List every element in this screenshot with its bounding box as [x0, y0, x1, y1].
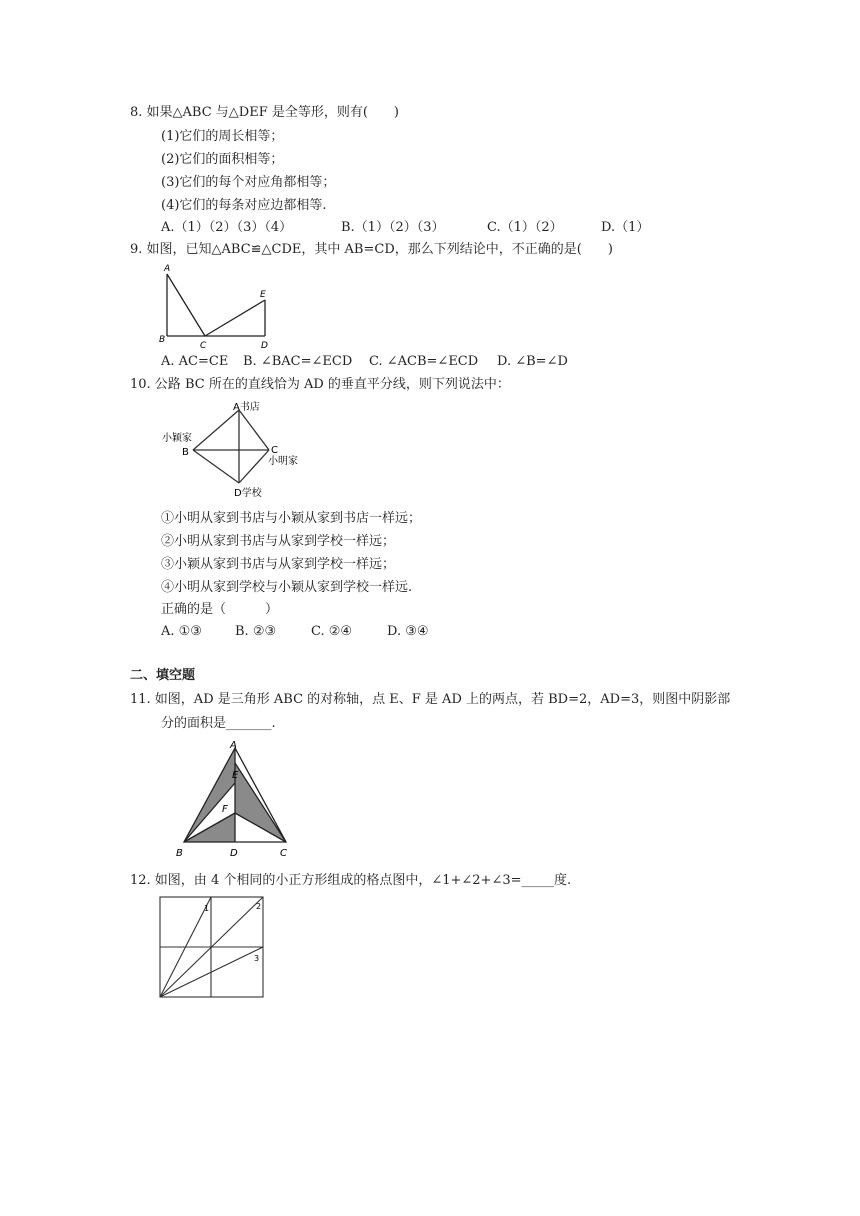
q10-figure [160, 397, 310, 501]
q8-option-d: D.（1） [601, 220, 650, 235]
q10-item-3: ③小颖从家到书店与从家到学校一样远； [161, 557, 396, 572]
q9-label-e: E [260, 290, 266, 300]
q10-item-4: ④小明从家到学校与小颖从家到学校一样远. [161, 580, 413, 595]
q11-label-c: C [280, 848, 287, 859]
q12-angle-3: 3 [254, 954, 260, 963]
q11-figure [170, 738, 300, 860]
q8-item-1: (1)它们的周长相等； [161, 129, 284, 144]
q10-stem: 10. 公路 BC 所在的直线恰为 AD 的垂直平分线，则下列说法中： [130, 377, 510, 392]
q10-figure-lines [193, 410, 269, 483]
q10-options [161, 623, 429, 641]
q8-option-c: C.（1）（2） [487, 220, 563, 235]
q11-stem-line2: 分的面积是_______. [161, 716, 276, 731]
q10-item-2: ②小明从家到书店与从家到学校一样远； [161, 534, 396, 549]
q10-label-c: C [271, 445, 278, 456]
q9-label-d: D [261, 341, 268, 351]
q10-option-d: D. ③④ [387, 624, 429, 639]
q9-figure [150, 260, 280, 352]
q12-angle-1: 1 [204, 904, 210, 913]
q10-label-a: A书店 [233, 402, 260, 413]
q9-options [161, 353, 568, 371]
q11-label-f: F [222, 804, 228, 815]
q9-label-a: A [164, 264, 171, 274]
q9-label-b: B [159, 335, 166, 345]
q10-label-c-name: 小明家 [268, 456, 298, 467]
q11-label-e: E [232, 770, 239, 781]
q10-option-c: C. ②④ [311, 624, 353, 639]
q9-stem: 9. 如图，已知△ABC≌△CDE，其中 AB=CD，那么下列结论中，不正确的是( ) [130, 242, 613, 257]
q8-option-a: A.（1）（2）（3）（4） [161, 220, 293, 235]
q9-option-d: D. ∠B=∠D [497, 354, 568, 369]
q12-figure [155, 895, 270, 1001]
q8-stem: 8. 如果△ABC 与△DEF 是全等形，则有( ) [130, 105, 400, 120]
q10-answer-prompt: 正确的是（ ） [161, 602, 279, 617]
q11-stem-line1: 11. 如图，AD 是三角形 ABC 的对称轴，点 E、F 是 AD 上的两点，若 BD=2，AD=3，则图中阴影部 [130, 692, 731, 707]
q11-label-a: A [230, 740, 237, 751]
q9-option-a: A. AC=CE [161, 354, 229, 369]
q8-item-4: (4)它们的每条对应边都相等. [161, 198, 327, 213]
q11-label-d: D [230, 848, 238, 859]
q11-label-b: B [176, 848, 183, 859]
q9-option-b: B. ∠BAC=∠ECD [243, 354, 353, 369]
q8-options [161, 219, 649, 237]
q8-item-2: (2)它们的面积相等； [161, 152, 284, 167]
q10-label-b: B [182, 447, 189, 458]
q10-label-b-name: 小颖家 [162, 433, 192, 444]
q12-stem: 12. 如图，由 4 个相同的小正方形组成的格点图中，∠1+∠2+∠3=_____度. [130, 873, 572, 888]
section-title: 二、填空题 [130, 668, 196, 683]
q8-item-3: (3)它们的每个对应角都相等； [161, 175, 336, 190]
q9-label-c: C [200, 341, 207, 351]
q10-item-1: ①小明从家到书店与小颖从家到书店一样远； [161, 511, 422, 526]
q9-option-c: C. ∠ACB=∠ECD [369, 354, 479, 369]
q12-angle-2: 2 [256, 902, 262, 911]
q10-label-d: D学校 [234, 488, 262, 499]
q10-option-b: B. ②③ [235, 624, 277, 639]
q10-option-a: A. ①③ [161, 624, 202, 639]
q8-option-b: B.（1）（2）（3） [341, 220, 445, 235]
q9-figure-lines [167, 274, 265, 336]
